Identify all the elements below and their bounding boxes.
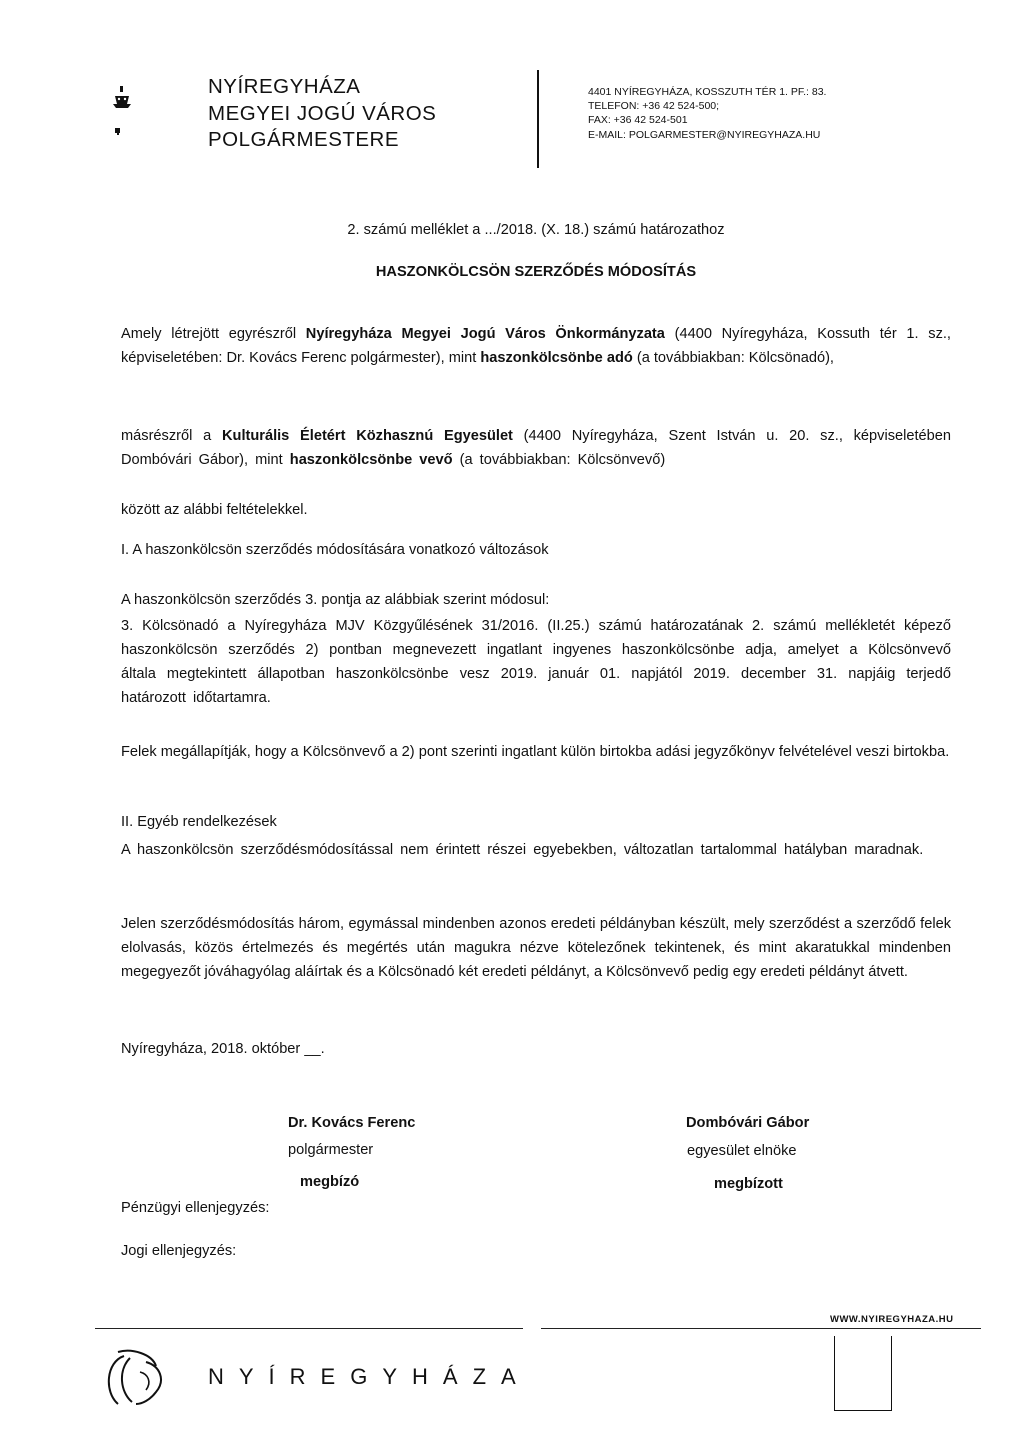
party-2-role: haszonkölcsönbe vevő — [289, 452, 453, 468]
footer-rule-left — [95, 1328, 523, 1329]
contact-fax: FAX: +36 42 524-501 — [588, 114, 688, 127]
party-2-post: (a továbbiakban: Kölcsönvevő) — [452, 452, 666, 468]
footer-website: WWW.NYIREGYHAZA.HU — [830, 1314, 954, 1325]
city-crest-icon — [111, 84, 133, 140]
right-signatory-name: Dombóvári Gábor — [686, 1115, 810, 1131]
section-1-intro: A haszonkölcsön szerződés 3. pontja az alábbiak szerint módosul: — [121, 592, 550, 608]
legal-countersign-label: Jogi ellenjegyzés: — [121, 1243, 237, 1259]
city-logo-icon — [96, 1348, 186, 1408]
footer-rule-right — [541, 1328, 981, 1329]
financial-countersign-label: Pénzügyi ellenjegyzés: — [121, 1200, 270, 1216]
place-and-date: Nyíregyháza, 2018. október __. — [121, 1041, 325, 1057]
contact-block — [588, 85, 826, 142]
party-1-post: (a továbbiakban: Kölcsönadó), — [632, 350, 834, 366]
header-divider — [537, 70, 539, 168]
conditions-intro: között az alábbi feltételekkel. — [121, 502, 308, 518]
org-name-line-3: POLGÁRMESTERE — [208, 128, 400, 151]
section-1-parties-note: Felek megállapítják, hogy a Kölcsönvevő a 2) pont szerinti ingatlant külön birtokba adási jegyzőkönyv felvételével veszi birtokba. — [121, 744, 950, 760]
party-2-mid: (4400 Nyíregyháza, Szent István u. 20. sz., képviseletében Dombóvári Gábor), mint — [121, 428, 951, 468]
right-signatory-title: egyesület elnöke — [687, 1143, 797, 1159]
party-1-mid: (4400 Nyíregyháza, Kossuth tér 1. sz., képviseletében: Dr. Kovács Ferenc polgármester), mint — [121, 326, 951, 366]
party-2-pre: másrészről a — [121, 428, 222, 444]
contact-address: 4401 NYÍREGYHÁZA, KOSSZUTH TÉR 1. PF.: 83. — [588, 86, 827, 98]
annex-reference: 2. számú melléklet a .../2018. (X. 18.) számú határozathoz — [347, 222, 725, 238]
organization-name — [208, 74, 436, 154]
contact-email: E-MAIL: POLGARMESTER@NYIREGYHAZA.HU — [588, 128, 821, 141]
party-2-name: Kulturális Életért Közhasznú Egyesület — [221, 428, 513, 444]
left-signatory-name: Dr. Kovács Ferenc — [288, 1115, 416, 1131]
footer-box-mark — [834, 1336, 892, 1411]
section-2-heading: II. Egyéb rendelkezések — [121, 814, 277, 830]
left-signatory-role: megbízó — [300, 1174, 360, 1190]
party-1-name: Nyíregyháza Megyei Jogú Város Önkormányzata — [305, 326, 665, 342]
party-1-pre: Amely létrejött egyrészről — [121, 326, 306, 342]
document-title: HASZONKÖLCSÖN SZERZŐDÉS MÓDOSÍTÁS — [375, 264, 697, 280]
party-2-paragraph — [121, 424, 951, 472]
contact-phone: TELEFON: +36 42 524-500; — [588, 100, 720, 113]
footer-brand: NYÍREGYHÁZA — [208, 1364, 531, 1389]
left-signatory-title: polgármester — [288, 1142, 374, 1158]
right-signatory-role: megbízott — [714, 1176, 783, 1192]
section-1-point-3: 3. Kölcsönadó a Nyíregyháza MJV Közgyűlésének 31/2016. (II.25.) számú határozatának 2. számú mellékletét képező haszonkölcsön szerződés 2) pontban megnevezett ingatlant ingyenes haszonkölcsönbe adja, amelyet a Kölcsönvevő általa megtekintett állapotban haszonkölcsönbe vesz 2019. január 01. napjától 2019. december 31. napjáig terjedő határozott időtartamra. — [121, 618, 951, 706]
closing-paragraph: Jelen szerződésmódosítás három, egymással mindenben azonos eredeti példányban készült, mely szerződést a szerződő felek elolvasás, közös értelmezés és megértés után magukra nézve kötelezőnek tekintenek, és mint akaratukkal mindenben megegyezőt jóváhagyólag aláírtak és a Kölcsönadó két eredeti példányt, a Kölcsönvevő pedig egy eredeti példányt átvett. — [121, 916, 951, 980]
org-name-line-2: MEGYEI JOGÚ VÁROS — [208, 101, 437, 125]
party-1-role: haszonkölcsönbe adó — [480, 350, 633, 366]
section-2-text: A haszonkölcsön szerződésmódosítással nem érintett részei egyebekben, változatlan tartalommal hatályban maradnak. — [121, 842, 924, 858]
section-1-heading: I. A haszonkölcsön szerződés módosítására vonatkozó változások — [121, 542, 549, 558]
org-name-line-1: NYÍREGYHÁZA — [208, 75, 361, 98]
party-1-paragraph — [121, 322, 951, 370]
